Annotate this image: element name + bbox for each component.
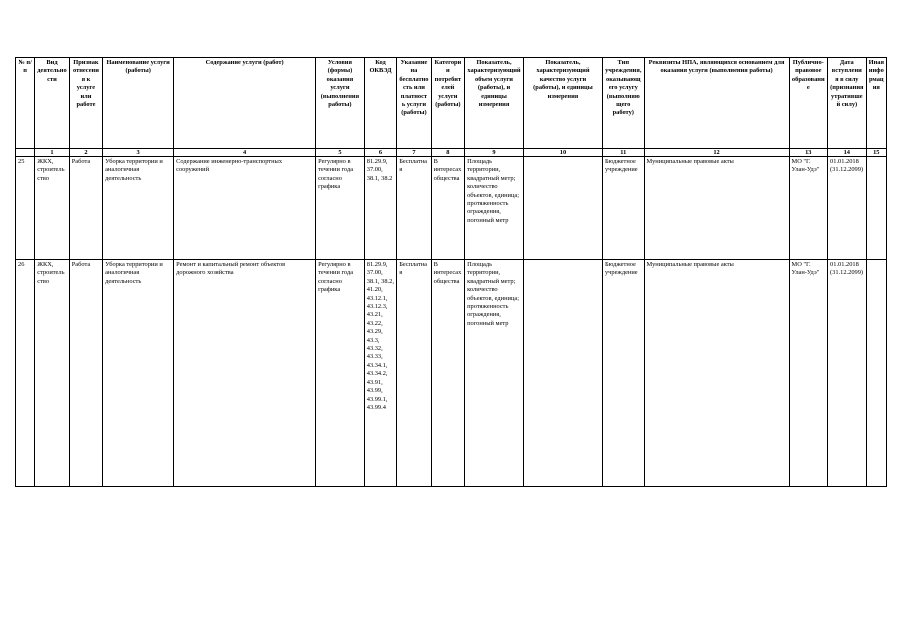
service-name-cell: Уборка территории и аналогичная деятельность [103,260,174,487]
conditions-cell: Регулярно в течении года согласно графика [316,157,365,260]
column-number-cell: 11 [602,149,644,157]
header-cell: Тип учреждения, оказывающего услугу (выполняющего работу) [602,58,644,149]
header-cell: Вид деятельности [35,58,69,149]
sign-cell: Работа [69,260,102,487]
header-cell: Показатель, характеризующий объем услуги (работы), и единицы измерения [465,58,524,149]
consumers-cell: В интересах общества [431,157,464,260]
column-number-cell: 15 [866,149,886,157]
okved-cell: 81.29.9, 37.00, 38.1, 38.2 [364,157,396,260]
consumers-cell: В интересах общества [431,260,464,487]
row-number-cell: 26 [16,260,35,487]
header-cell: Наименование услуги (работы) [103,58,174,149]
conditions-cell: Регулярно в течении года согласно графика [316,260,365,487]
row-number-cell: 25 [16,157,35,260]
header-cell: Признак отнесения к услуге или работе [69,58,102,149]
volume-cell: Площадь территории, квадратный метр; количество объектов, единица; протяженность ограждения, погонный метр [465,260,524,487]
column-number-cell: 13 [789,149,828,157]
institution-type-cell: Бюджетное учреждение [602,157,644,260]
column-number-cell: 4 [174,149,316,157]
header-cell: Условия (формы) оказания услуги (выполнения работы) [316,58,365,149]
payment-cell: Бесплатная [397,260,431,487]
header-cell: Дата вступления в силу (признания утратившей силу) [828,58,867,149]
sign-cell: Работа [69,157,102,260]
volume-cell: Площадь территории, квадратный метр; количество объектов, единица; протяженность ограждения, погонный метр [465,157,524,260]
table-row [16,260,887,487]
institution-type-cell: Бюджетное учреждение [602,260,644,487]
header-cell: Показатель, характеризующий качество услуги (работы), и единицы измерения [523,58,602,149]
okved-cell: 81.29.9, 37.00, 38.1, 38.2, 41.20, 43.12.1, 43.12.3, 43.21, 43.22, 43.29, 43.3, 43.32, 43.33, 43.34.1, 43.34.2, 43.91, 43.99, 43.99.1, 43.99.4 [364,260,396,487]
quality-cell [523,157,602,260]
column-number-row [16,149,887,157]
entity-cell: МО "Г. Улан-Удэ" [789,157,828,260]
date-cell: 01.01.2018 (31.12.2099) [828,260,867,487]
date-cell: 01.01.2018 (31.12.2099) [828,157,867,260]
column-number-cell [16,149,35,157]
npa-cell: Муниципальные правовые акты [644,260,789,487]
entity-cell: МО "Г. Улан-Удэ" [789,260,828,487]
column-number-cell: 12 [644,149,789,157]
header-cell: Указание на бесплатность или платность услуги (работы) [397,58,431,149]
other-info-cell [866,157,886,260]
header-cell: Код ОКВЭД [364,58,396,149]
activity-cell: ЖКХ, строительство [35,157,69,260]
header-cell: Иная информация [866,58,886,149]
header-cell: Категории потребителей услуги (работы) [431,58,464,149]
npa-cell: Муниципальные правовые акты [644,157,789,260]
column-number-cell: 10 [523,149,602,157]
other-info-cell [866,260,886,487]
header-cell: № п/п [16,58,35,149]
column-number-cell: 3 [103,149,174,157]
column-number-cell: 9 [465,149,524,157]
services-registry-table [15,57,887,487]
column-number-cell: 7 [397,149,431,157]
quality-cell [523,260,602,487]
column-number-cell: 8 [431,149,464,157]
service-name-cell: Уборка территории и аналогичная деятельность [103,157,174,260]
header-cell: Содержание услуги (работ) [174,58,316,149]
payment-cell: Бесплатная [397,157,431,260]
header-cell: Публично-правовое образование [789,58,828,149]
header-cell: Реквизиты НПА, являющихся основанием для оказания услуги (выполнения работы) [644,58,789,149]
content-cell: Ремонт и капитальный ремонт объектов дорожного хозяйства [174,260,316,487]
column-number-cell: 1 [35,149,69,157]
activity-cell: ЖКХ, строительство [35,260,69,487]
column-number-cell: 6 [364,149,396,157]
table-row [16,157,887,260]
column-number-cell: 5 [316,149,365,157]
column-number-cell: 2 [69,149,102,157]
column-number-cell: 14 [828,149,867,157]
header-row [16,58,887,149]
content-cell: Содержание инженерно-транспортных сооружений [174,157,316,260]
